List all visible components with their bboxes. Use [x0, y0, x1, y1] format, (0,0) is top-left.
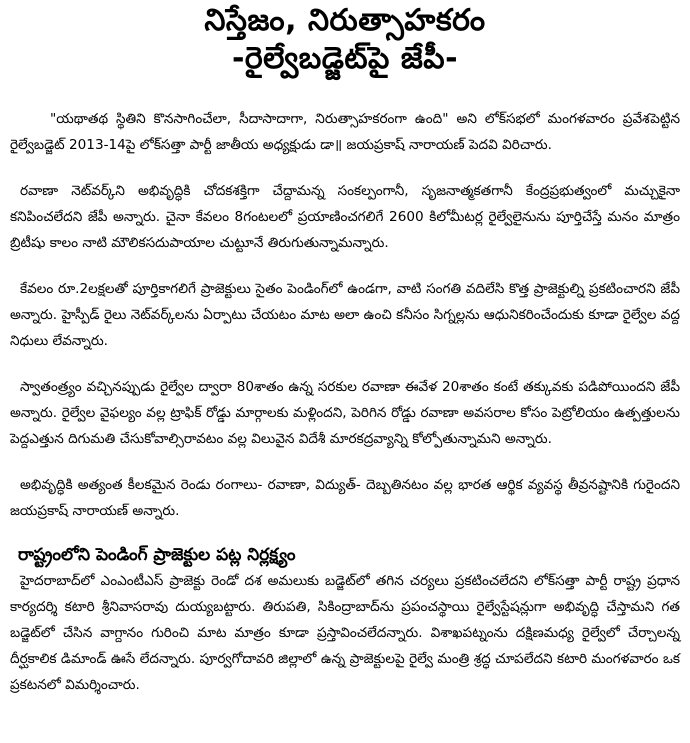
headline-line-1: నిస్తేజం, నిరుత్సాహకరం: [204, 3, 486, 38]
paragraph-2: రవాణా నెట్‌వర్క్‌ని అభివృద్ధికి చోదకశక్తిగా చేద్దామన్న సంకల్పంగానీ, సృజనాత్మకతగానీ కేంద్రప్రభుత్వంలో మచ్చుకైనా కనిపించలేదని జేపీ అన్నారు. చైనా కేవలం 8గంటలలో ప్రయాణించగలిగే 2600 కిలోమీటర్ల రైల్వేలైనును పూర్తిచేస్తే మనం మాత్రం బ్రిటీషు కాలం నాటి మౌలికసదుపాయాల చుట్టూనే తిరుగుతున్నామన్నారు.: [10, 183, 680, 251]
section-subheading: రాష్ట్రంలోని పెండింగ్ ప్రాజెక్టుల పట్ల నిర్లక్ష్యం: [18, 545, 296, 565]
paragraph-4: స్వాతంత్ర్యం వచ్చినప్పుడు రైల్వేల ద్వారా 80శాతం ఉన్న సరకుల రవాణా ఈవేళ 20శాతం కంటే తక్కువకు పడిపోయిందని జేపీ అన్నారు. రైల్వేల వైఫల్యం వల్ల ట్రాఫిక్ రోడ్డు మార్గాలకు మళ్లిందని, పెరిగిన రోడ్డు రవాణా అవసరాల కోసం పెట్రోలియం ఉత్పత్తులను పెద్దఎత్తున దిగుమతి చేసుకోవాల్సిరావటం వల్ల విలువైన విదేశీ మారకద్రవ్యాన్ని కోల్పోతున్నామని అన్నారు.: [10, 379, 680, 447]
paragraph-1: "యథాతథ స్థితిని కొనసాగించేలా, సీదాసాదాగా, నిరుత్సాహకరంగా ఉంది" అని లోక్‌సభలో మంగళవారం ప్రవేశపెట్టిన రైల్వేబడ్జెట్ 2013-14పై లోక్‌సత్తా పార్టీ జాతీయ అధ్యక్షుడు డా॥ జయప్రకాష్ నారాయణ్ పెదవి విరిచారు.: [10, 111, 680, 153]
headline-line-2: -రైల్వేబడ్జెట్‌పై జేపీ-: [231, 41, 459, 76]
paragraph-5: అభివృద్ధికి అత్యంత కీలకమైన రెండు రంగాలు- రవాణా, విద్యుత్- దెబ్బతినటం వల్ల భారత ఆర్థిక వ్యవస్థ తీవ్రనష్టానికి గురైందని జయప్రకాష్ నారాయణ్ అన్నారు.: [10, 477, 680, 519]
paragraph-final: హైదరాబాద్‌లో ఎంఎంటీఎస్ ప్రాజెక్టు రెండో దశ అమలుకు బడ్జెట్‌లో తగిన చర్యలు ప్రకటించలేదని లోక్‌సత్తా పార్టీ రాష్ట్ర ప్రధాన కార్యదర్శి కటారి శ్రీనివాసరావు దుయ్యబట్టారు. తిరుపతి, సికింద్రాబాద్‌ను ప్రపంచస్థాయి రైల్వేస్టేషన్లుగా అభివృద్ధి చేస్తామని గత బడ్జెట్‌లో చేసిన వాగ్దానం గురించి మాట మాత్రం కూడా ప్రస్తావించలేదన్నారు. విశాఖపట్నంను దక్షిణమధ్య రైల్వేలో చేర్చాలన్న దీర్ఘకాలిక డిమాండ్ ఊసే లేదన్నారు. పూర్వగోదావరి జిల్లాలో ఉన్న ప్రాజెక్టులపై రైల్వే మంత్రి శ్రద్ధ చూపలేదని కటారి మంగళవారం ఒక ప్రకటనలో విమర్శించారు.: [10, 573, 680, 693]
paragraph-3: కేవలం రూ.2లక్షలతో పూర్తికాగలిగే ప్రాజెక్టులు సైతం పెండింగ్‌లో ఉండగా, వాటి సంగతి వదిలేసి కొత్త ప్రాజెక్టుల్ని ప్రకటించారని జేపీ అన్నారు. హైస్పీడ్ రైలు నెట్‌వర్క్‌లను ఏర్పాటు చేయటం మాట అలా ఉంచి కనీసం సిగ్నల్లను ఆధునికరించేందుకు కూడా రైల్వేల వద్ద నిధులు లేవన్నారు.: [10, 281, 680, 349]
